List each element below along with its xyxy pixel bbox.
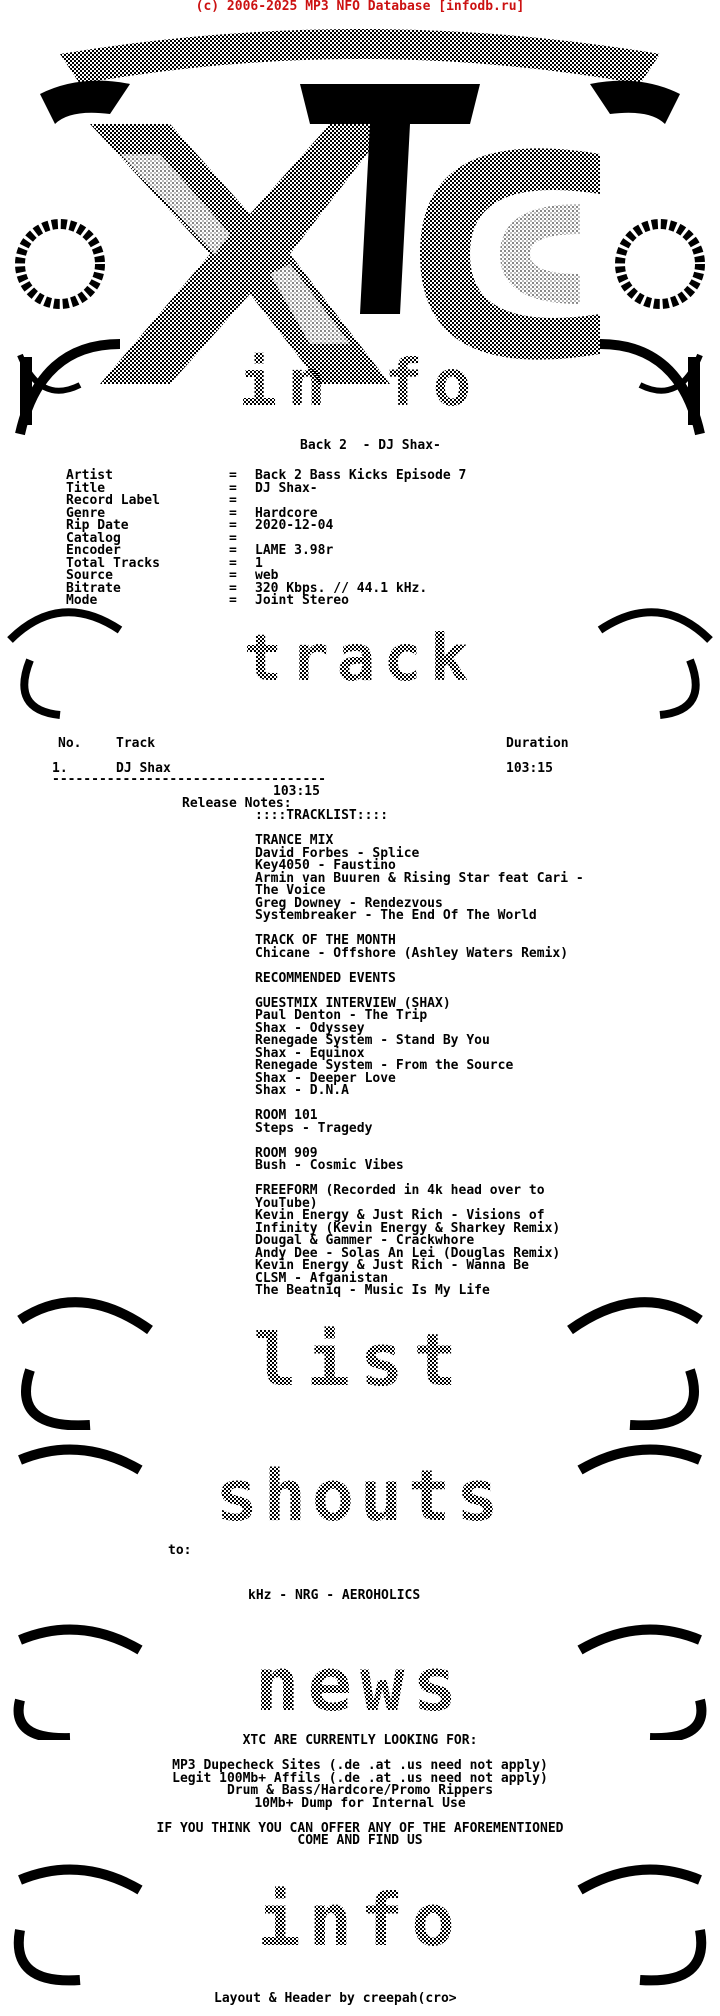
field-separator: =	[229, 518, 237, 533]
svg-text:list: list	[253, 1318, 467, 1402]
news-banner-art	[0, 1620, 720, 1740]
notes-line: Shax - Deeper Love	[255, 1070, 396, 1086]
field-value: 2020-12-04	[255, 518, 334, 533]
news-line: XTC ARE CURRENTLY LOOKING FOR:	[242, 1733, 478, 1748]
field-value: Back 2 Bass Kicks Episode 7	[255, 468, 467, 483]
shouts-line: kHz - NRG - AEROHOLICS	[248, 1588, 421, 1603]
notes-line: Dougal & Gammer - Crackwhore	[255, 1233, 475, 1248]
news-line: 10Mb+ Dump for Internal Use	[254, 1795, 466, 1811]
track-banner-art	[0, 600, 720, 720]
track-row-no: 1.	[52, 761, 68, 776]
notes-line: Shax - D.N.A	[255, 1083, 349, 1098]
notes-line: ROOM 909	[255, 1145, 318, 1161]
field-separator: =	[229, 530, 237, 546]
shouts-to: to:	[168, 1543, 192, 1558]
news-line: IF YOU THINK YOU CAN OFFER ANY OF THE AFOREMENTIONED	[156, 1820, 564, 1836]
track-row-duration: 103:15	[506, 761, 553, 776]
footer-banner-art	[0, 1860, 720, 1990]
field-value: DJ Shax-	[255, 480, 318, 496]
field-separator: =	[229, 543, 237, 558]
track-rule: -----------------------------------	[52, 772, 326, 787]
field-key: Catalog	[66, 530, 121, 546]
field-separator: =	[229, 505, 237, 521]
release-title: Back 2 - DJ Shax-	[300, 438, 441, 453]
notes-line: Andy Dee - Solas An Lei (Douglas Remix)	[255, 1245, 561, 1261]
shouts-banner-art	[0, 1440, 720, 1550]
field-key: Encoder	[66, 543, 121, 558]
field-separator: =	[229, 480, 237, 496]
field-value: web	[255, 568, 279, 583]
field-value: Hardcore	[255, 505, 318, 521]
release-notes-label: Release Notes:	[182, 796, 292, 811]
notes-line: ::::TRACKLIST::::	[255, 808, 389, 823]
field-separator: =	[229, 493, 237, 508]
field-key: Mode	[66, 593, 98, 608]
field-key: Artist	[66, 468, 113, 483]
field-separator: =	[229, 580, 237, 596]
notes-line: David Forbes - Splice	[255, 845, 420, 861]
field-key: Total Tracks	[66, 555, 160, 571]
field-value: Joint Stereo	[255, 593, 349, 608]
notes-line: Renegade System - From the Source	[255, 1058, 514, 1073]
news-line: Drum & Bass/Hardcore/Promo Rippers	[226, 1783, 494, 1798]
notes-line: Shax - Equinox	[255, 1045, 365, 1061]
notes-line: The Voice	[255, 883, 326, 898]
notes-line: Kevin Energy & Just Rich - Visions of	[255, 1208, 545, 1223]
info-banner-art	[0, 345, 720, 425]
news-line: MP3 Dupecheck Sites (.de .at .us need not apply)	[172, 1758, 548, 1773]
notes-line: Paul Denton - The Trip	[255, 1008, 428, 1023]
svg-text:track: track	[243, 622, 477, 696]
field-key: Genre	[66, 505, 106, 521]
field-key: Title	[66, 480, 106, 496]
notes-line: ROOM 101	[255, 1108, 318, 1123]
notes-line: Chicane - Offshore (Ashley Waters Remix)	[255, 945, 569, 961]
notes-line: FREEFORM (Recorded in 4k head over to	[255, 1183, 545, 1198]
notes-line: Bush - Cosmic Vibes	[255, 1158, 404, 1173]
notes-line: Shax - Odyssey	[255, 1020, 365, 1036]
news-line: Legit 100Mb+ Affils (.de .at .us need not apply)	[172, 1770, 548, 1786]
news-line: COME AND FIND US	[297, 1833, 423, 1848]
tracklist-header-duration: Duration	[506, 736, 569, 751]
notes-line: Steps - Tragedy	[255, 1120, 373, 1136]
svg-text:in fo: in fo	[238, 347, 482, 421]
copyright-header: (c) 2006-2025 MP3 NFO Database [infodb.ru]	[195, 0, 525, 14]
notes-line: The Beatniq - Music Is My Life	[255, 1283, 490, 1298]
tracklist-header-no: No.	[58, 736, 82, 751]
field-separator: =	[229, 555, 237, 571]
field-key: Bitrate	[66, 580, 121, 596]
notes-line: Armin van Buuren & Rising Star feat Cari -	[255, 870, 584, 886]
field-key: Source	[66, 568, 113, 583]
field-key: Record Label	[66, 493, 160, 508]
notes-line: Greg Downey - Rendezvous	[255, 895, 443, 911]
field-separator: =	[229, 568, 237, 583]
footer-credit: Layout & Header by creepah(cro>	[214, 1991, 457, 2006]
svg-text:info: info	[257, 1878, 463, 1962]
field-separator: =	[229, 468, 237, 483]
notes-line: TRACK OF THE MONTH	[255, 933, 396, 948]
tracklist-header-track: Track	[116, 736, 156, 751]
svg-text:shouts: shouts	[215, 1455, 505, 1537]
list-banner-art	[0, 1290, 720, 1430]
notes-line: Systembreaker - The End Of The World	[255, 908, 537, 923]
field-value: LAME 3.98r	[255, 543, 334, 558]
track-row-title: DJ Shax	[116, 761, 171, 776]
notes-line: RECOMMENDED EVENTS	[255, 970, 396, 986]
field-key: Rip Date	[66, 518, 129, 533]
field-value: 320 Kbps. // 44.1 kHz.	[255, 580, 428, 596]
notes-line: Infinity (Kevin Energy & Sharkey Remix)	[255, 1220, 561, 1236]
track-total: 103:15	[273, 784, 320, 799]
field-separator: =	[229, 593, 237, 608]
notes-line: Renegade System - Stand By You	[255, 1033, 490, 1048]
notes-line: YouTube)	[255, 1195, 318, 1211]
notes-line: Kevin Energy & Just Rich - Wanna Be	[255, 1258, 529, 1273]
notes-line: TRANCE MIX	[255, 833, 334, 848]
notes-line: GUESTMIX INTERVIEW (SHAX)	[255, 995, 451, 1011]
svg-text:news: news	[254, 1642, 466, 1728]
field-value: 1	[255, 555, 263, 571]
notes-line: CLSM - Afganistan	[255, 1270, 389, 1286]
notes-line: Key4050 - Faustino	[255, 858, 396, 873]
